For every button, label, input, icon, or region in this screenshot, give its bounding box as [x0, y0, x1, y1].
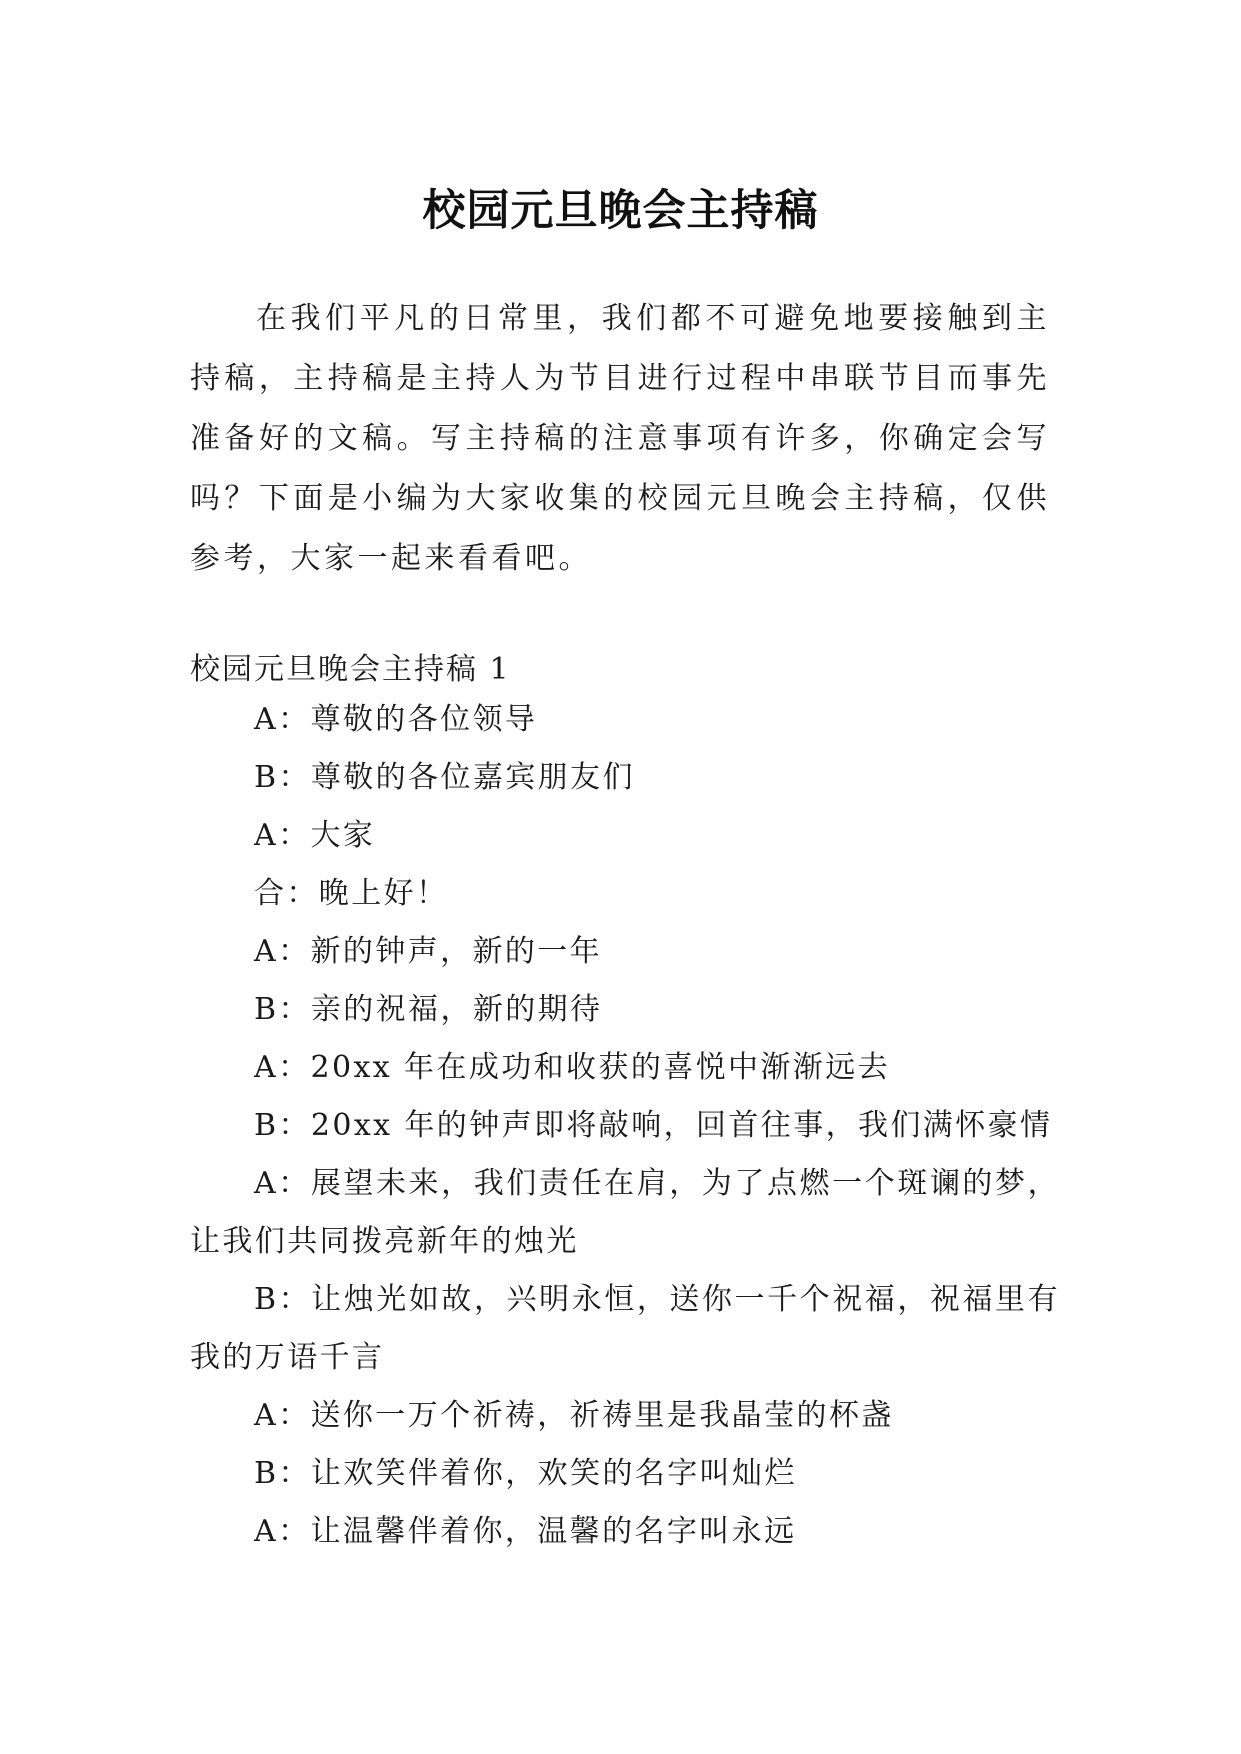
- dialogue-line: B：尊敬的各位嘉宾朋友们: [254, 760, 635, 795]
- section-title: 校园元旦晚会主持稿 1: [190, 652, 511, 687]
- dialogue-line: A：20xx 年在成功和收获的喜悦中渐渐远去: [254, 1050, 891, 1085]
- dialogue-line: A：让温馨伴着你，温馨的名字叫永远: [254, 1514, 797, 1549]
- dialogue-line: A：展望未来，我们责任在肩，为了点燃一个斑谰的梦，让我们共同拨亮新年的烛光: [190, 1166, 1060, 1259]
- dialogue-list: [190, 691, 1060, 1561]
- dialogue-line: A：大家: [254, 818, 376, 853]
- document-title: 校园元旦晚会主持稿: [422, 185, 819, 236]
- dialogue-line: B：亲的祝福，新的期待: [254, 992, 603, 1027]
- intro-paragraph: 在我们平凡的日常里，我们都不可避免地要接触到主持稿，主持稿是主持人为节目进行过程中串联节目而事先准备好的文稿。写主持稿的注意事项有许多，你确定会写吗？下面是小编为大家收集的校园元旦晚会主持稿，仅供参考，大家一起来看看吧。: [190, 301, 1050, 576]
- dialogue-line: B：让烛光如故，兴明永恒，送你一千个祝福，祝福里有我的万语千言: [190, 1282, 1060, 1375]
- dialogue-line: B：20xx 年的钟声即将敲响，回首往事，我们满怀豪情: [254, 1108, 1053, 1143]
- dialogue-line: B：让欢笑伴着你，欢笑的名字叫灿烂: [254, 1456, 797, 1491]
- dialogue-line: A：送你一万个祈祷，祈祷里是我晶莹的杯盏: [254, 1398, 894, 1433]
- dialogue-line: A：尊敬的各位领导: [254, 702, 538, 737]
- dialogue-line: A：新的钟声，新的一年: [254, 934, 603, 969]
- dialogue-line: 合：晚上好！: [254, 876, 449, 911]
